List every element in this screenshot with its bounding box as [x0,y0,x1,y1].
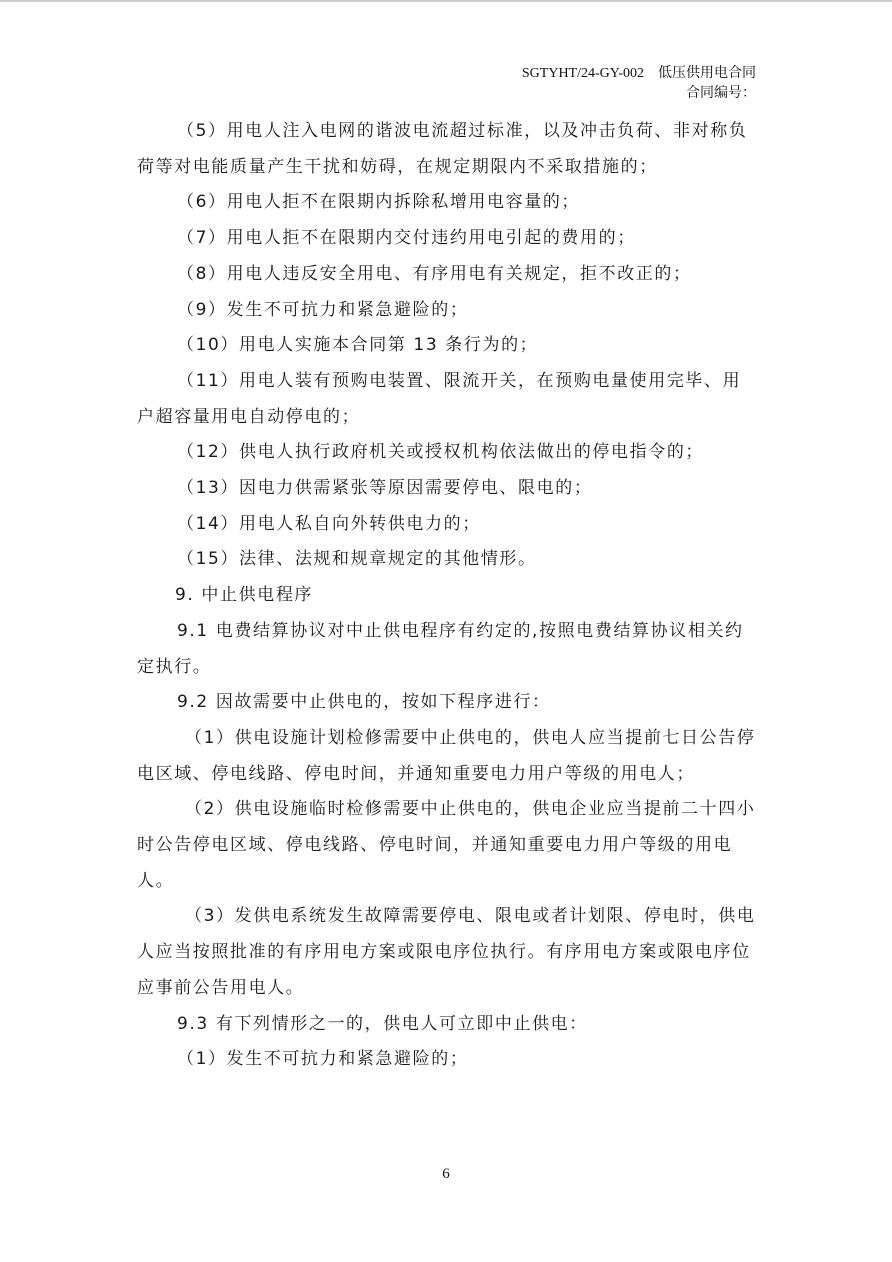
clause-item-6: （6）用电人拒不在限期内拆除私增用电容量的； [177,192,581,213]
clause-item-10: （10）用电人实施本合同第 13 条行为的； [177,335,539,356]
top-border [0,0,892,2]
clause-9-2-item-1: （1）供电设施计划检修需要中止供电的，供电人应当提前七日公告停电区域、停电线路、停电时间，并通知重要电力用户等级的用电人； [137,727,756,784]
clause-item-12: （12）供电人执行政府机关或授权机构依法做出的停电指令的； [177,442,705,463]
clause-item-7: （7）用电人拒不在限期内交付违约用电引起的费用的； [177,228,636,249]
section-heading-9: 9. 中止供电程序 [175,585,314,606]
document-body [137,114,757,1078]
clause-9-3: 9.3 有下列情形之一的，供电人可立即中止供电： [177,1013,588,1034]
clause-9-1: 9.1 电费结算协议对中止供电程序有约定的,按照电费结算协议相关约定执行。 [137,620,744,677]
page-header [522,64,756,104]
page-number: 6 [442,1166,450,1182]
clause-item-8: （8）用电人违反安全用电、有序用电有关规定，拒不改正的； [177,263,692,284]
clause-9-3-item-1: （1）发生不可抗力和紧急避险的； [177,1049,469,1070]
clause-item-9: （9）发生不可抗力和紧急避险的； [177,299,469,320]
clause-item-5: （5）用电人注入电网的谐波电流超过标准，以及冲击负荷、非对称负荷等对电能质量产生干扰和妨碍，在规定期限内不采取措施的； [137,121,748,177]
clause-item-15: （15）法律、法规和规章规定的其他情形。 [177,549,537,570]
clause-9-2-item-3: （3）发供电系统发生故障需要停电、限电或者计划限、停电时，供电人应当按照批准的有序用电方案或限电序位执行。有序用电方案或限电序位应事前公告用电人。 [137,906,756,998]
clause-9-2-item-2: （2）供电设施临时检修需要中止供电的，供电企业应当提前二十四小时公告停电区域、停电线路、停电时间，并通知重要电力用户等级的用电人。 [137,799,756,891]
clause-item-14: （14）用电人私自向外转供电力的； [177,513,481,534]
clause-item-13: （13）因电力供需紧张等原因需要停电、限电的； [177,478,593,499]
contract-code-title: SGTYHT/24-GY-002 低压供用电合同 [521,66,756,81]
clause-9-2: 9.2 因故需要中止供电的，按如下程序进行： [177,692,551,713]
clause-item-11: （11）用电人装有预购电装置、限流开关，在预购电量使用完毕、用户超容量用电自动停电的； [137,370,742,427]
contract-number-label: 合同编号： [686,86,756,101]
